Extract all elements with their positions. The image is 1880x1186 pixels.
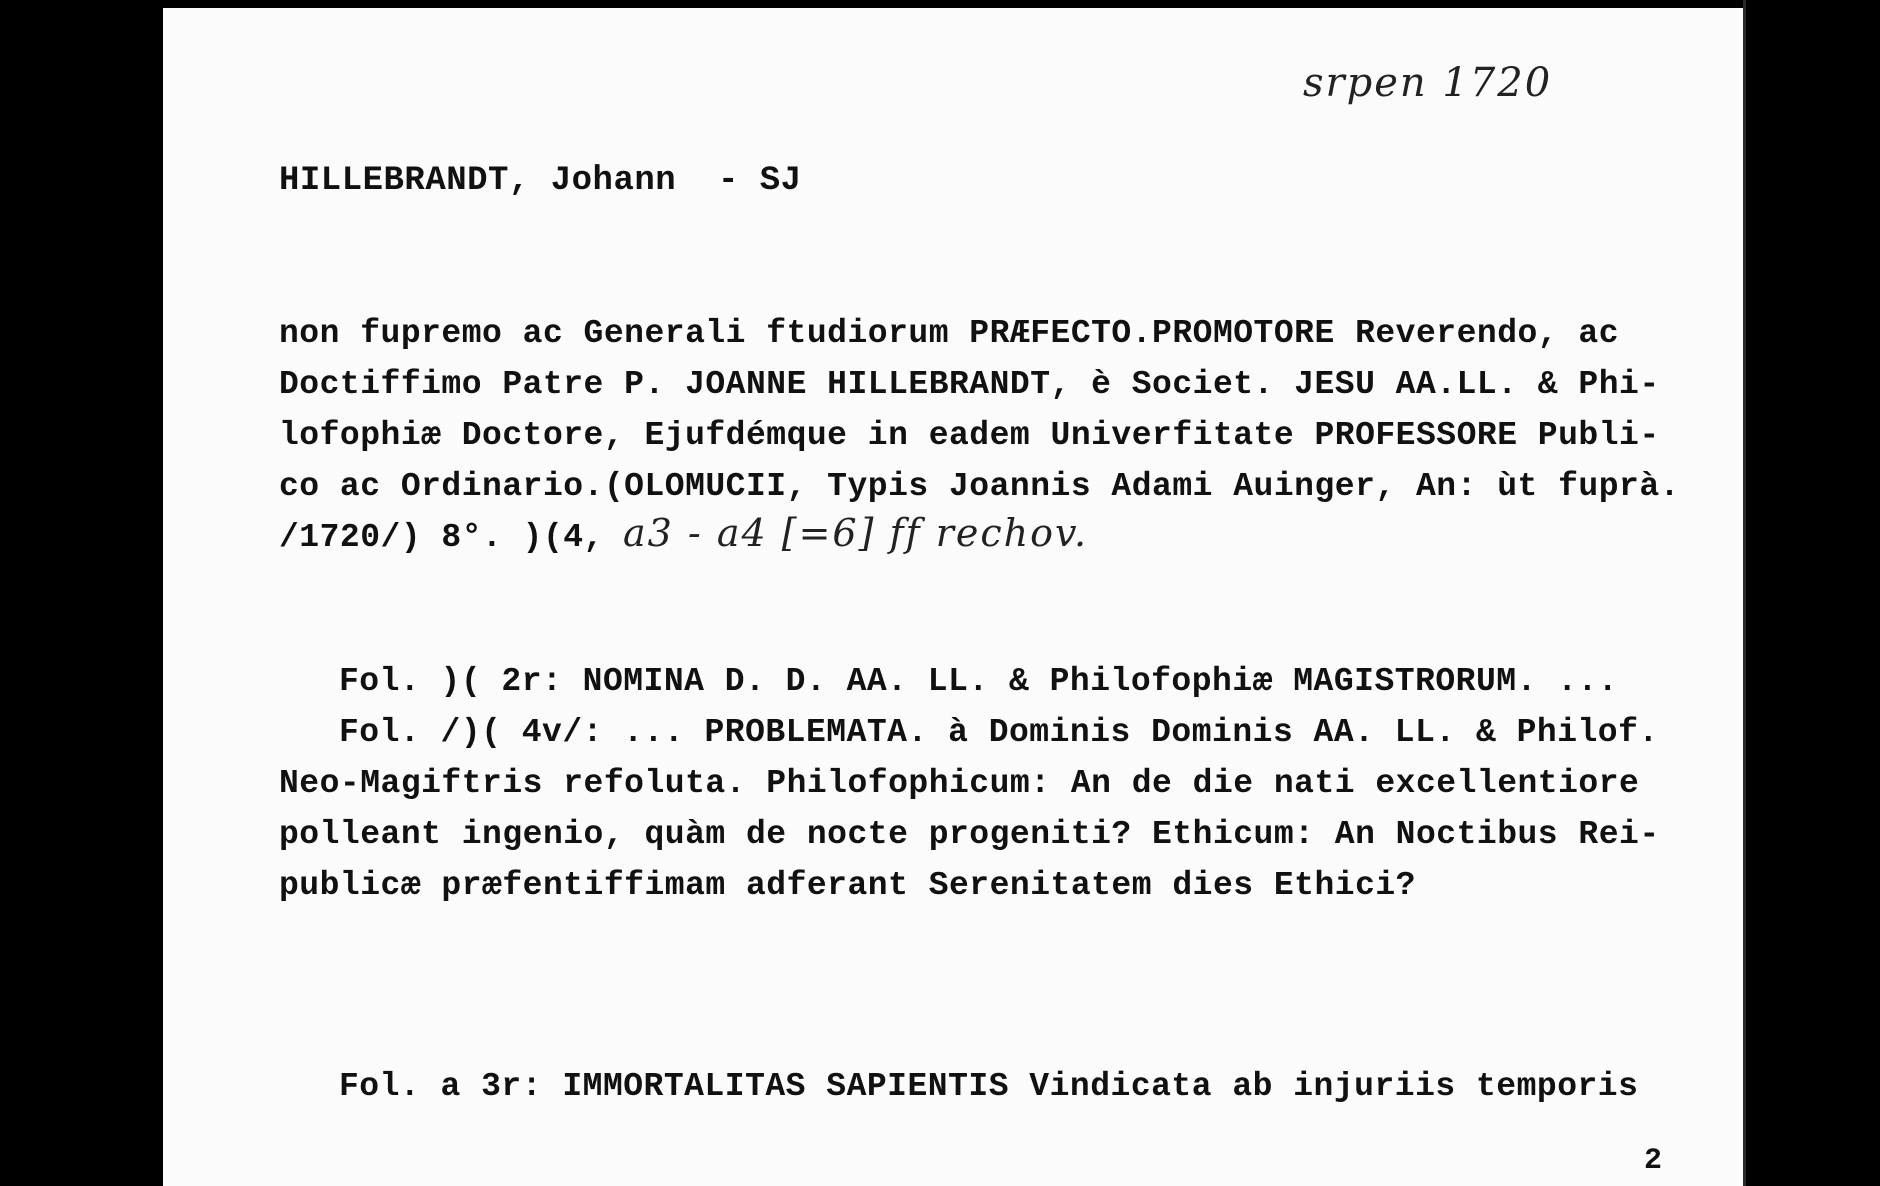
card-edge-divider [1743, 0, 1746, 1186]
contents-line-1: Fol. )( 2r: NOMINA D. D. AA. LL. & Philofophiæ MAGISTRORUM. ... [339, 663, 1619, 700]
page-number: 2 [1644, 1144, 1663, 1178]
contents-line-2: Fol. /)( 4v/: ... PROBLEMATA. à Dominis Dominis AA. LL. & Philof. [339, 714, 1659, 751]
handwritten-date-note: srpen 1720 [1303, 60, 1553, 106]
handwritten-collation-note: a3 - a4 [=6] ff rechov. [623, 511, 1089, 555]
contents-line-3: Neo-Magiftris refoluta. Philofophicum: An de die nati excellentiore [279, 765, 1640, 802]
final-contents-line: Fol. a 3r: IMMORTALITAS SAPIENTIS Vindicata ab injuriis temporis [339, 1068, 1639, 1105]
title-line-5: /1720/) 8°. )(4, [279, 519, 604, 556]
contents-line-4: polleant ingenio, quàm de nocte progeniti? Ethicum: An Noctibus Rei- [279, 816, 1660, 853]
title-line-2: Doctiffimo Patre P. JOANNE HILLEBRANDT, è Societ. JESU AA.LL. & Phi- [279, 366, 1660, 403]
author-heading: HILLEBRANDT, Johann - SJ [279, 162, 802, 200]
catalog-card [163, 8, 1743, 1186]
contents-line-5: publicæ præfentiffimam adferant Serenitatem dies Ethici? [279, 867, 1416, 904]
title-line-3: lofophiæ Doctore, Ejufdémque in eadem Univerfitate PROFESSORE Publi- [279, 417, 1660, 454]
title-line-1: non fupremo ac Generali ftudiorum PRÆFECTO.PROMOTORE Reverendo, ac [279, 315, 1620, 352]
title-line-4: co ac Ordinario.(OLOMUCII, Typis Joannis Adami Auinger, An: ùt fuprà. [279, 468, 1680, 505]
